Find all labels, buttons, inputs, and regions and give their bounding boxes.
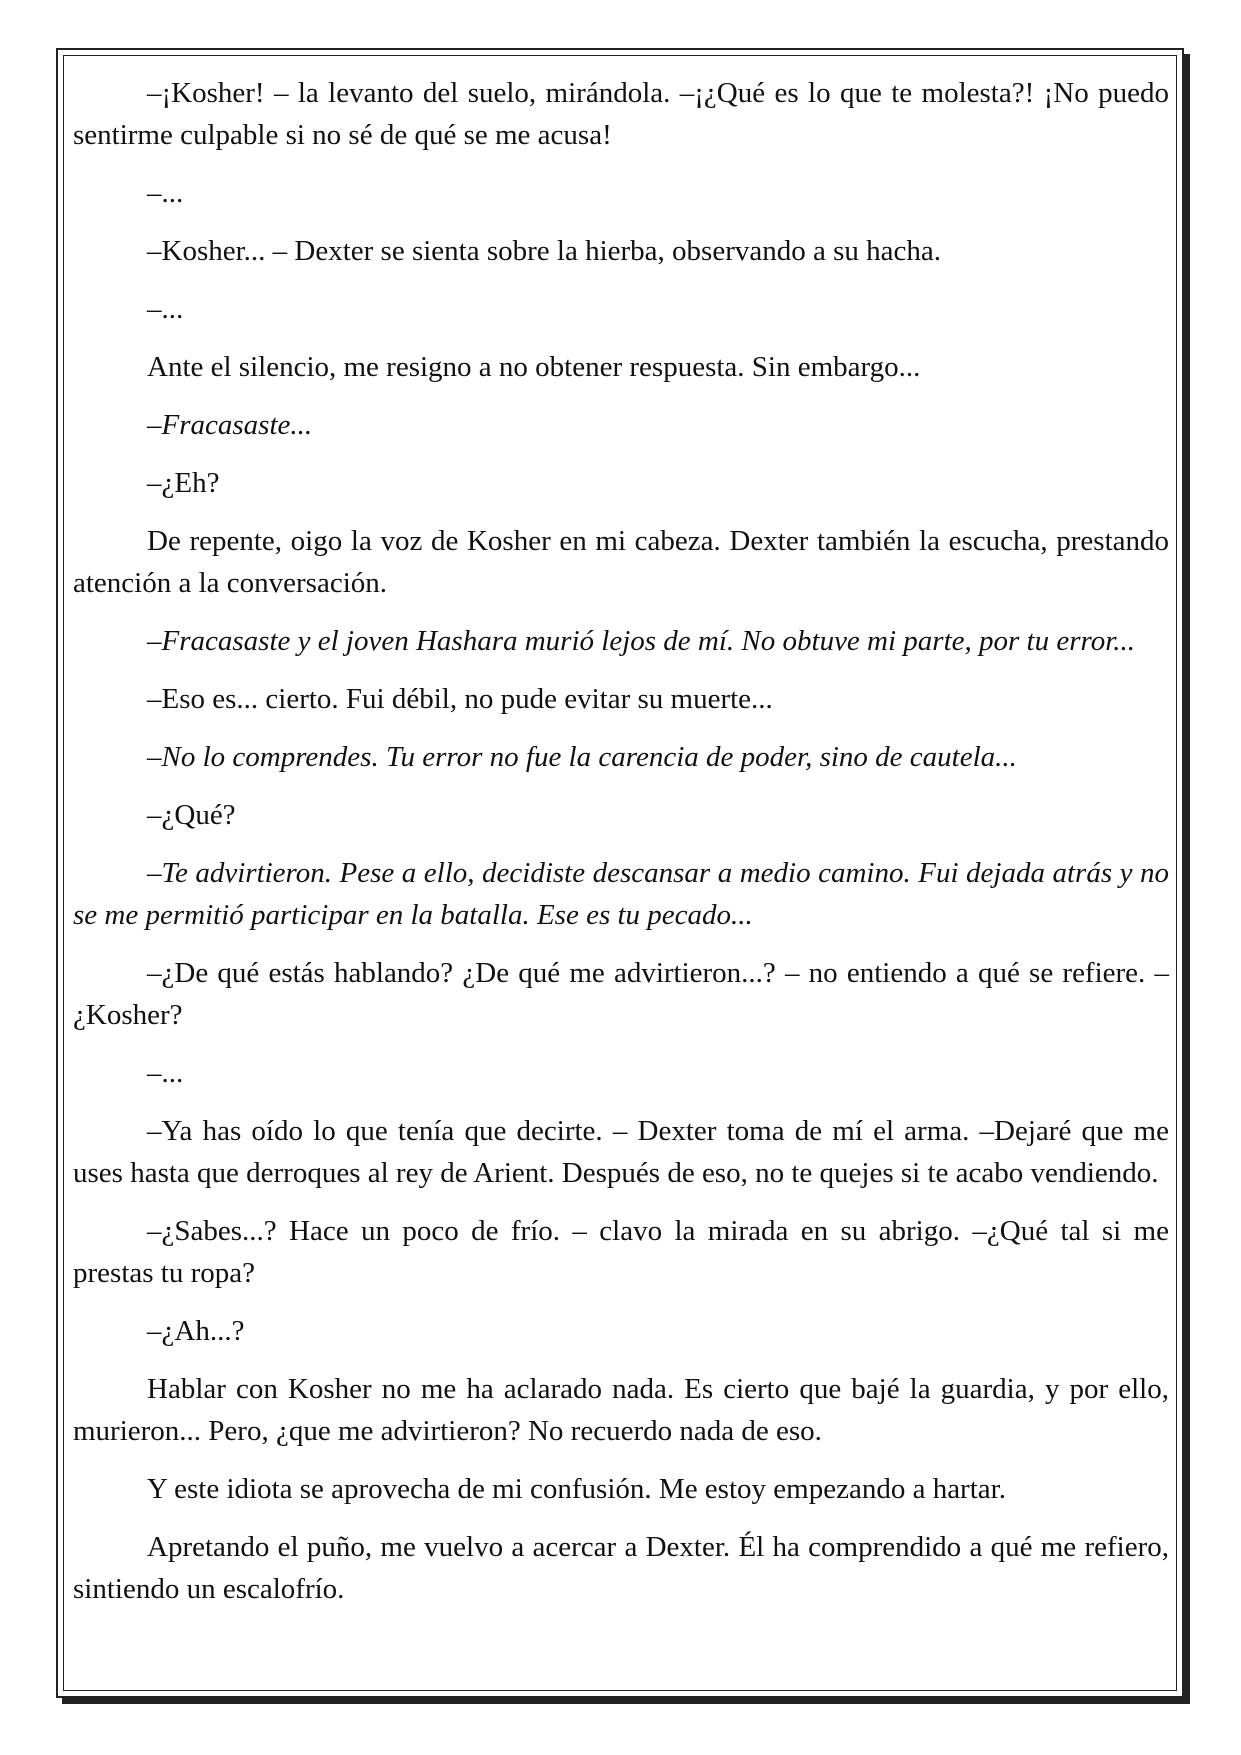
paragraph-1: –¡Kosher! – la levanto del suelo, mirándola. –¡¿Qué es lo que te molesta?! ¡No puedo sentirme culpable si no sé de qué se me acusa! xyxy=(73,77,1169,151)
paragraph-12: –¿Qué? xyxy=(147,799,236,831)
paragraph-21: Apretando el puño, me vuelvo a acercar a Dexter. Él ha comprendido a qué me refiero, sintiendo un escalofrío. xyxy=(73,1531,1169,1605)
paragraph-6: –Fracasaste... xyxy=(147,409,313,441)
paragraph-16: –Ya has oído lo que tenía que decirte. – Dexter toma de mí el arma. –Dejaré que me uses hasta que derroques al rey de Arient. Después de eso, no te quejes si te acabo vendiendo. xyxy=(73,1115,1169,1189)
paragraph-3: –Kosher... – Dexter se sienta sobre la hierba, observando a su hacha. xyxy=(147,235,942,267)
page-text xyxy=(73,72,1169,1626)
paragraph-9: –Fracasaste y el joven Hashara murió lejos de mí. No obtuve mi parte, por tu error... xyxy=(147,625,1136,657)
paragraph-10: –Eso es... cierto. Fui débil, no pude evitar su muerte... xyxy=(147,683,773,715)
paragraph-7: –¿Eh? xyxy=(147,467,220,499)
paragraph-14: –¿De qué estás hablando? ¿De qué me advirtieron...? – no entiendo a qué se refiere. –¿Kosher? xyxy=(73,957,1169,1031)
paragraph-17: –¿Sabes...? Hace un poco de frío. – clavo la mirada en su abrigo. –¿Qué tal si me prestas tu ropa? xyxy=(73,1215,1169,1289)
paragraph-2: –... xyxy=(147,177,184,209)
paragraph-13: –Te advirtieron. Pese a ello, decidiste descansar a medio camino. Fui dejada atrás y no se me permitió participar en la batalla. Ese es tu pecado... xyxy=(73,857,1169,931)
paragraph-20: Y este idiota se aprovecha de mi confusión. Me estoy empezando a hartar. xyxy=(147,1473,1006,1505)
paragraph-11: –No lo comprendes. Tu error no fue la carencia de poder, sino de cautela... xyxy=(147,741,1017,773)
paragraph-15: –... xyxy=(147,1057,184,1089)
paragraph-5: Ante el silencio, me resigno a no obtener respuesta. Sin embargo... xyxy=(147,351,921,383)
paragraph-8: De repente, oigo la voz de Kosher en mi cabeza. Dexter también la escucha, prestando atención a la conversación. xyxy=(73,525,1169,599)
paragraph-4: –... xyxy=(147,293,184,325)
paragraph-18: –¿Ah...? xyxy=(147,1315,245,1347)
paragraph-19: Hablar con Kosher no me ha aclarado nada. Es cierto que bajé la guardia, y por ello, murieron... Pero, ¿que me advirtieron? No recuerdo nada de eso. xyxy=(73,1373,1169,1447)
